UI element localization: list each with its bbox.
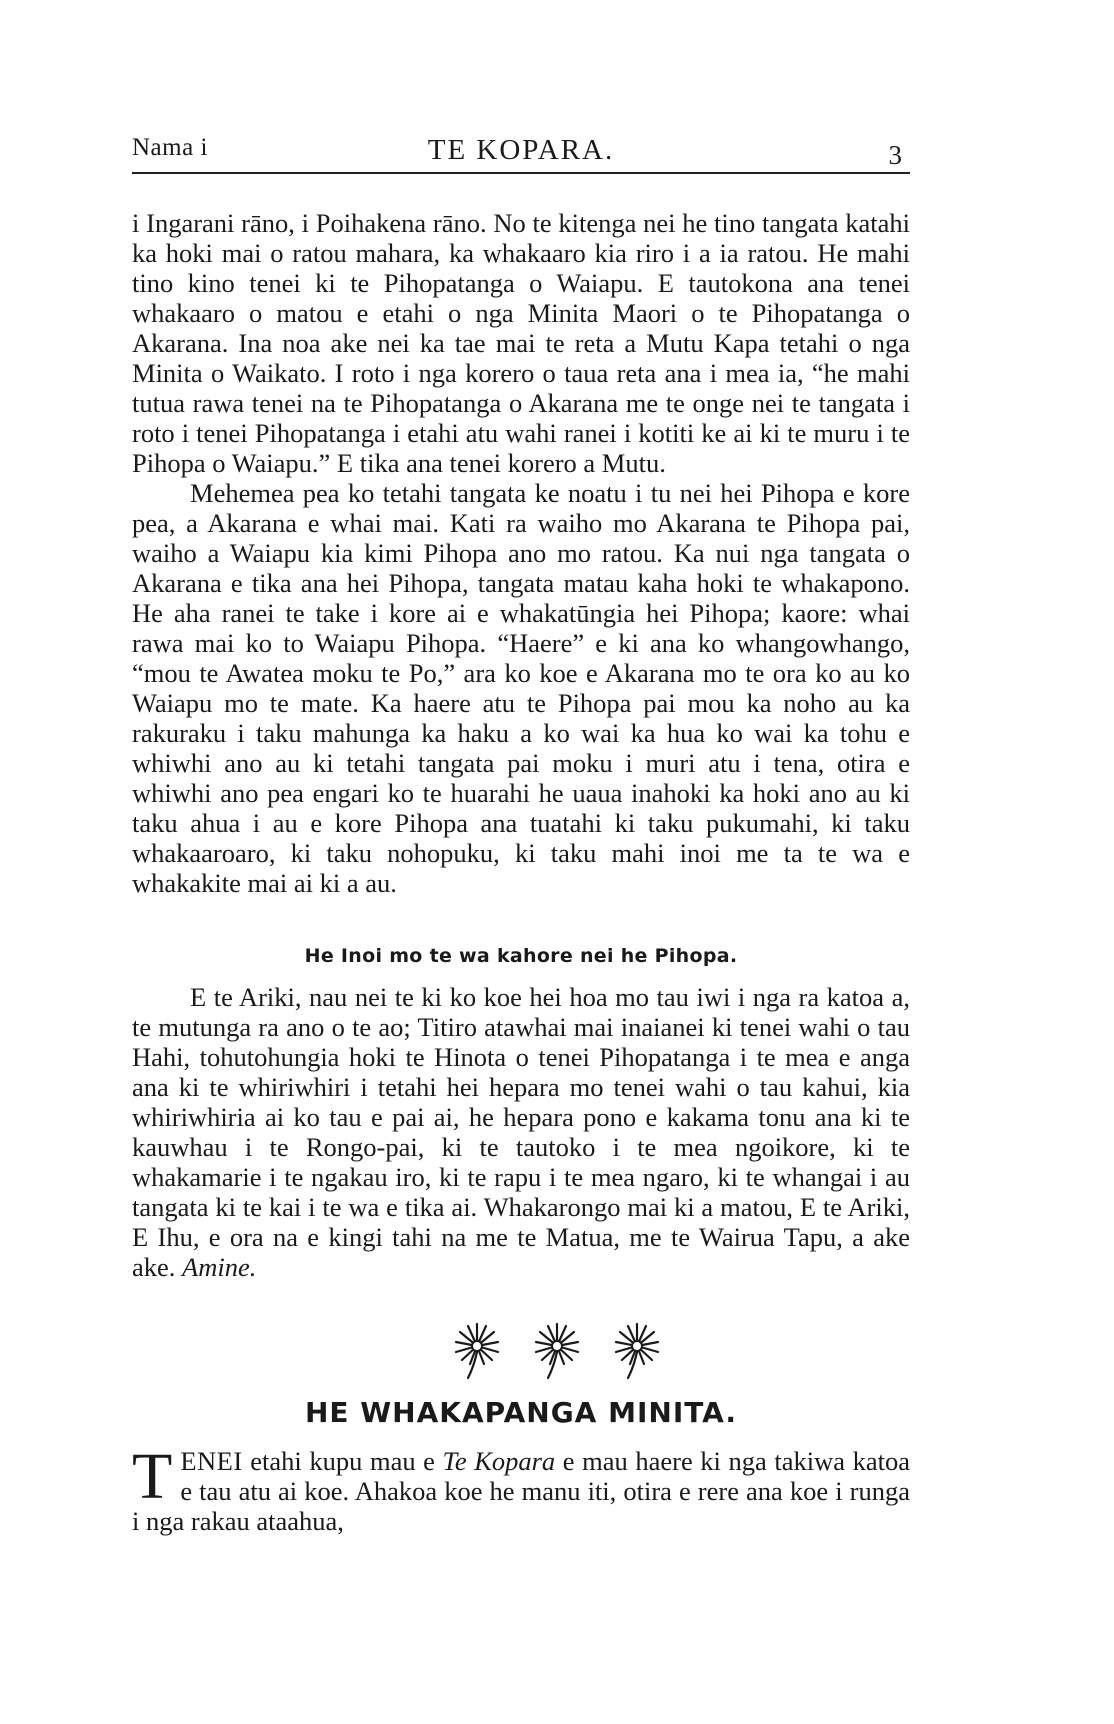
paragraph-1: i Ingarani rāno, i Poihakena rāno. No te kitenga nei he tino tangata katahi ka hoki mai o ratou mahara, ka whakaaro kia riro i a ia ratou. He mahi tino kino tenei ki te Pihopatanga o Waiapu. E tautokona ana tenei whakaaro o matou e etahi o nga Minita Maori o te Pihopatanga o Akarana. Ina noa ake nei ka tae mai te reta a Mutu Kapa tetahi o nga Minita o Waikato. I roto i nga korero o taua reta ana i mea ia, “he mahi tutua rawa tenei na te Pihopatanga o Akarana me te onge nei te tangata i roto i tenei Pihopatanga i etahi atu wahi ranei i kotiti ke ai ki te muru i te Pihopa o Waiapu.” E tika ana tenei korero a Mutu. (132, 208, 910, 478)
drop-cap: T (132, 1440, 173, 1513)
running-head-left: Nama i (132, 134, 208, 161)
running-head (132, 128, 910, 168)
section-caps: ENEI (180, 1446, 243, 1476)
section-body (132, 1440, 910, 1536)
section-title: HE WHAKAPANGA MINITA. (304, 1396, 737, 1429)
running-head-title: TE KOPARA. (427, 134, 615, 166)
section-paragraph (132, 1440, 910, 1536)
body-text-upper (132, 208, 910, 898)
prayer-block (132, 982, 910, 1282)
flower-ornament-icon (614, 1322, 660, 1380)
page-number: 3 (888, 140, 902, 170)
paragraph-2: Mehemea pea ko tetahi tangata ke noatu i tu nei hei Pihopa e kore pea, a Akarana e whai mai. Kati ra waiho mo Akarana te Pihopa pai, waiho a Waiapu kia kimi Pihopa ano mo ratou. Ka nui nga tangata o Akarana e tika ana hei Pihopa, tangata matau kaha hoki te whakapono. He aha ranei te take i kore ai e whakatūngia hei Pihopa; kaore: whai rawa mai ko to Waiapu Pihopa. “Haere” e ki ana ko whangowhango, “mou te Awatea moku te Po,” ara ko koe e Akarana mo te ora ko au ko Waiapu mo te mate. Ka haere atu te Pihopa pai mou ka noho au ka rakuraku i taku mahunga ka haku a ko wai ka hua ko wai ka tohu e whiwhi ano au ki tetahi tangata pai moku i muri atu i tena, otira e whiwhi ano pea engari ko te huarahi he uaua inahoki ka hoki ano au ki taku ahua i au e kore Pihopa ana tuatahi ki taku pukumahi, ki taku whakaaroaro, ki taku nohopuku, ki taku mahi inoi me ta te wa e whakakite mai ai ki a au. (132, 478, 910, 898)
section-italic-title: Te Kopara (442, 1446, 556, 1476)
prayer-amen: Amine. (182, 1252, 257, 1282)
prayer-heading: He Inoi mo te wa kahore nei he Pihopa. (304, 945, 738, 967)
header-rule (132, 172, 910, 174)
section-text-1: etahi kupu mau e (242, 1446, 443, 1476)
prayer-text: E te Ariki, nau nei te ki ko koe hei hoa mo tau iwi i nga ra katoa a, te mutunga ra ano o te ao; Titiro atawhai mai inaianei ki tenei wahi o tau Hahi, tohutohungia hoki te Hinota o tenei Pihopatanga i te mea e anga ana ki te whiriwhiri i tetahi hei hepara mo tenei wahi o tau kahui, kia whiriwhiria ai ko tau e pai ai, he hepara pono e kakama tonu ana ki te kauwhau i te Rongo-pai, ki te tautoko i te mea ngoikore, ki te whakamarie i te ngakau iro, ki te rapu i te mea ngaro, ki te whangai i au tangata ki te kai i te wa e tika ai. Whakarongo mai ki a matou, E te Ariki, E Ihu, e ora na e kingi tahi na me te Matua, me te Wairua Tapu, a ake ake. (132, 982, 910, 1282)
prayer-paragraph (132, 982, 910, 1282)
section-text-2: e mau haere ki nga takiwa katoa e tau atu ai koe. Ahakoa koe he manu iti, otira e rere ana koe i runga i nga rakau ataahua, (132, 1446, 910, 1536)
ornament-row (0, 1322, 1114, 1382)
flower-ornament-icon (534, 1322, 580, 1380)
flower-ornament-icon (454, 1322, 500, 1380)
